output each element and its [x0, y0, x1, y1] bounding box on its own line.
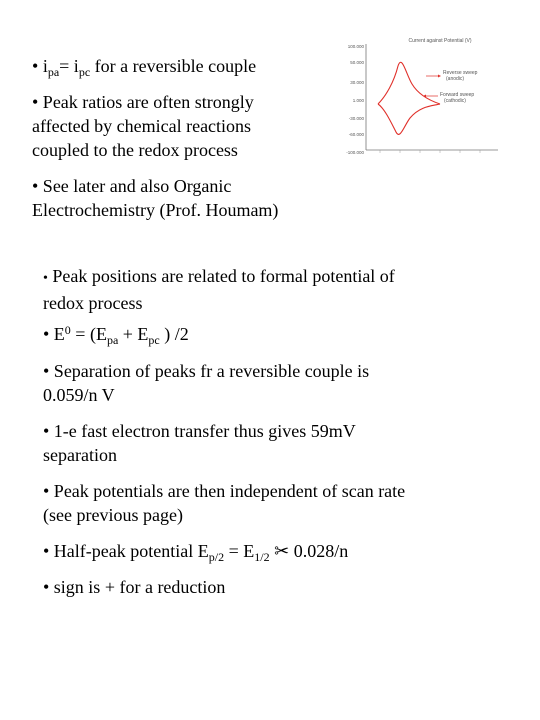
bullet-line: • 1-e fast electron transfer thus gives 59mV [43, 421, 356, 441]
bullet-line: Electrochemistry (Prof. Houmam) [32, 200, 279, 220]
e-text: • E [43, 324, 65, 344]
half-peak-value: 0.028/n [293, 541, 349, 561]
bullet-line: redox process [43, 293, 143, 313]
y-tick-label: -30.000 [348, 116, 364, 121]
cv-curve-forward [378, 104, 440, 134]
cv-curve-reverse [378, 62, 440, 104]
bullet-line: 0.059/n V [43, 385, 115, 405]
pa-subscript: pa [47, 65, 60, 79]
y-tick-label: -60.000 [348, 132, 364, 137]
bullet-line [43, 264, 395, 291]
bullet-peak-ratios [32, 90, 254, 162]
bullet-line: • sign is + for a reduction [43, 577, 226, 597]
bullet-line: • See later and also Organic [32, 176, 232, 196]
y-tick-label: -100.000 [346, 150, 364, 155]
y-tick-label: 1.000 [352, 98, 364, 103]
y-tick-label: 30.000 [350, 80, 364, 85]
y-tick-label: 100.000 [347, 44, 364, 49]
bullet-peak-potentials [43, 479, 405, 527]
bullet-dot: • [32, 56, 39, 76]
half-subscript: 1/2 [254, 550, 270, 564]
formula-text: + E [118, 324, 149, 344]
voltammogram-svg [340, 34, 500, 158]
bullet-line: separation [43, 445, 117, 465]
reverse-sweep-label: Reverse sweep [443, 70, 478, 76]
bullet-text: Peak positions are related to formal potential of [47, 266, 395, 286]
bullet-peak-positions [43, 264, 395, 315]
bullet-separation [43, 359, 369, 407]
reversible-couple-text: for a reversible couple [90, 56, 257, 76]
ipa-text: i [42, 56, 48, 76]
bullet-ipa-ipc [32, 54, 256, 78]
bullet-see-later [32, 174, 278, 222]
half-peak-text: • Half-peak potential E [43, 541, 209, 561]
bullet-line: • Peak potentials are then independent of scan rate [43, 481, 406, 501]
bullet-line: • Separation of peaks fr a reversible couple is [43, 361, 370, 381]
y-tick-label: 50.000 [350, 60, 364, 65]
p2-subscript: p/2 [208, 550, 225, 564]
bullet-e0-formula [43, 322, 189, 346]
pc-subscript: pc [148, 333, 160, 347]
bullet-line: coupled to the redox process [32, 140, 238, 160]
forward-sweep-sublabel: (cathodic) [444, 98, 466, 104]
formula-text: = (E [70, 324, 107, 344]
pa-subscript: pa [106, 333, 119, 347]
bullet-sign [43, 575, 225, 599]
bullet-line: (see previous page) [43, 505, 183, 525]
bullet-half-peak [43, 539, 348, 563]
figure-title: Current against Potential (V) [408, 38, 472, 44]
equals-ipc-text: = i [59, 56, 79, 76]
bullet-dot: • [43, 271, 48, 286]
equals-e-text: = E [224, 541, 255, 561]
scissors-icon: ✂ [269, 541, 294, 561]
bullet-one-electron [43, 419, 356, 467]
formula-text: ) /2 [159, 324, 189, 344]
forward-sweep-label: Forward sweep [440, 92, 475, 98]
zero-superscript: 0 [64, 323, 71, 337]
arrow-head [438, 75, 441, 78]
bullet-line: • Peak ratios are often strongly [32, 92, 254, 112]
reverse-sweep-sublabel: (anodic) [446, 76, 465, 82]
cyclic-voltammogram-figure [340, 34, 500, 158]
pc-subscript: pc [78, 65, 91, 79]
bullet-line: affected by chemical reactions [32, 116, 252, 136]
